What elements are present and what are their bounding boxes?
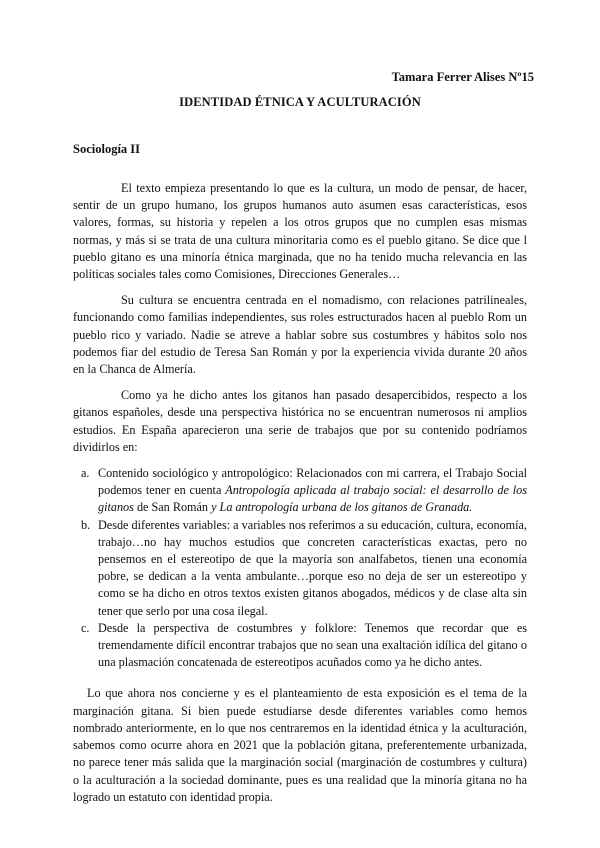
list-marker: a. [81, 466, 90, 481]
closing-paragraph: Lo que ahora nos concierne y es el planteamiento de esta exposición es el tema de la marginación gitana. Si bien puede estudiarse desde diferentes variables como hemos nombrado anteriormente, en lo que nos centraremos en la identidad étnica y la aculturación, sabemos como ocurre ahora en 2021 que la población gitana, preferentemente urbanizada, no parece tener más salida que la marginación social (marginación de costumbres y cultura) o la aculturación a la sociedad dominante, pues es una realidad que la minoría gitana no ha logrado un estatuto con identidad propia. [73, 686, 527, 804]
book-title: y La antropología urbana de los gitanos de Granada. [211, 500, 473, 515]
list-item [73, 620, 527, 672]
document-title: IDENTIDAD ÉTNICA Y ACULTURACIÓN [179, 95, 421, 109]
list-item-text: Contenido sociológico y antropológico: Relacionados con mi carrera, el Trabajo Social podemos tener en cuenta [98, 466, 527, 498]
author-line: Tamara Ferrer Alises Nº15 [391, 70, 534, 84]
list-marker: c. [81, 620, 90, 635]
work-categories-list [73, 465, 527, 671]
subject-heading: Sociología II [73, 142, 141, 156]
book-title: Antropología aplicada al trabajo social: el desarrollo de los gitanos [98, 483, 527, 515]
paragraph-3: Como ya he dicho antes los gitanos han pasado desapercibidos, respecto a los gitanos españoles, desde una perspectiva histórica no se encuentran numerosos ni amplios estudios. En España aparecieron una serie de trabajos que por su contenido podríamos dividirlos en: [73, 388, 527, 454]
list-marker: b. [81, 517, 91, 532]
document-body [73, 180, 527, 806]
paragraph-1: El texto empieza presentando lo que es la cultura, un modo de pensar, de hacer, sentir de un grupo humano, los grupos humanos auto asumen esas características, esos valores, formas, su historia y repelen a los otros grupos que no cumplen esas mismas normas, y más si se trata de una cultura minoritaria como es el pueblo gitano. Se dice que l pueblo gitano es una minoría étnica marginada, que no ha tenido mucha relevancia en las políticas sociales tales como Comisiones, Direcciones Generales… [73, 181, 527, 282]
list-item [73, 517, 527, 620]
list-item-text: Desde diferentes variables: a variables nos referimos a su educación, cultura, economía, trabajo…no hay muchos estudios que concreten características exactas, pero no pensemos en el estereotipo de que la mayoría son analfabetos, tienen una economía pobre, se dedican a la venta ambulante…porque eso no deja de ser un estereotipo y como se ha dicho en otros textos existen gitanos abogados, médicos y de clase alta sin tener que serlo por una cosa ilegal. [98, 517, 527, 618]
list-item [73, 465, 527, 517]
list-item-text: Desde la perspectiva de costumbres y folklore: Tenemos que recordar que es tremendamente difícil encontrar trabajos que no sean una exaltación idílica del gitano o una plasmación concatenada de estereotipos acuñados como ya he dicho antes. [98, 620, 527, 670]
paragraph-2: Su cultura se encuentra centrada en el nomadismo, con relaciones patrilineales, funcionando como familias independientes, sus roles estructurados hacen al pueblo Rom un pueblo rico y variado. Nadie se atreve a hablar sobre sus costumbres y hábitos solo nos podemos fiar del estudio de Teresa San Román y por la experiencia vivida durante 20 años en la Chanca de Almería. [73, 293, 527, 377]
list-item-text: de San Román [133, 500, 212, 515]
